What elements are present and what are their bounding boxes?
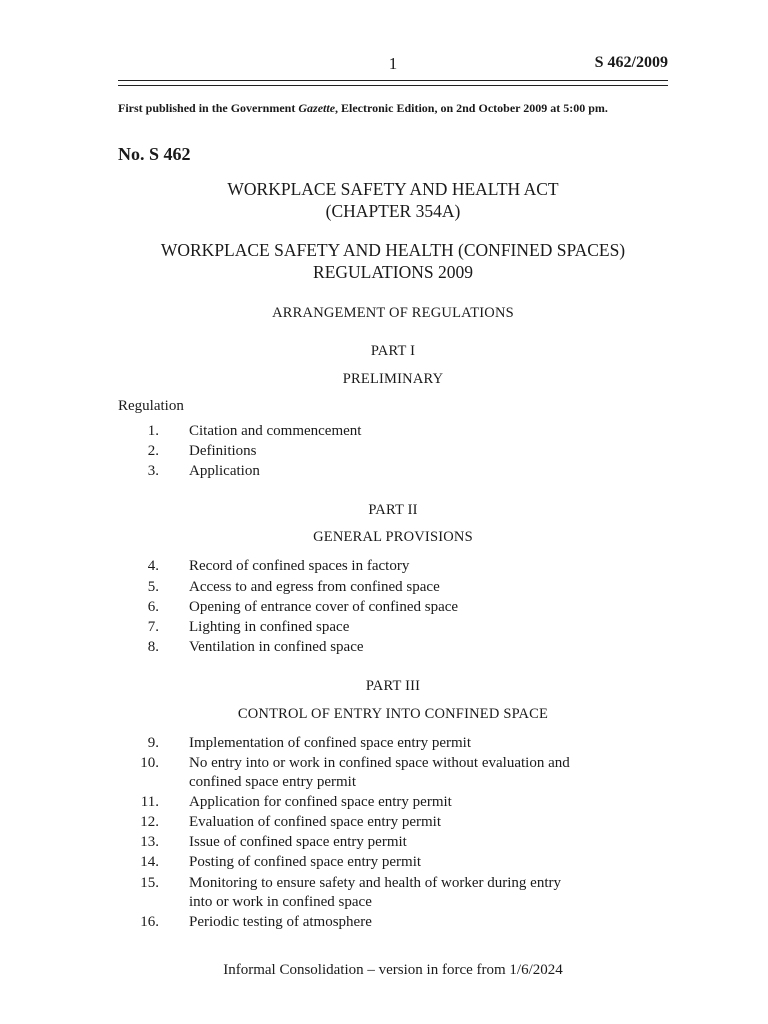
- consolidation-footer: Informal Consolidation – version in force from 1/6/2024: [223, 962, 563, 978]
- regulations-title: WORKPLACE SAFETY AND HEALTH (CONFINED SPACES): [160, 240, 626, 260]
- gazette-reference: S 462/2009: [594, 54, 668, 71]
- part-2-label: PART II: [368, 502, 418, 518]
- document-number: No. S 462: [118, 144, 191, 164]
- part-3-heading: CONTROL OF ENTRY INTO CONFINED SPACE: [237, 706, 549, 722]
- regulations-year: REGULATIONS 2009: [313, 262, 473, 282]
- part-1-heading: PRELIMINARY: [342, 371, 444, 387]
- part-3-label: PART III: [365, 678, 421, 694]
- part-2-heading: GENERAL PROVISIONS: [313, 529, 473, 545]
- publication-note: First published in the Government Gazette, Electronic Edition, on 2nd October 2009 at 5:00 pm.: [118, 101, 608, 115]
- header-rule-top: [118, 80, 668, 81]
- act-title: WORKPLACE SAFETY AND HEALTH ACT: [227, 179, 559, 199]
- act-chapter: (CHAPTER 354A): [325, 201, 461, 221]
- part-1-label: PART I: [370, 343, 416, 359]
- regulation-column-label: Regulation: [118, 398, 184, 414]
- page-number: 1: [388, 54, 398, 73]
- arrangement-heading: ARRANGEMENT OF REGULATIONS: [272, 305, 514, 321]
- header-rule-bottom: [118, 85, 668, 86]
